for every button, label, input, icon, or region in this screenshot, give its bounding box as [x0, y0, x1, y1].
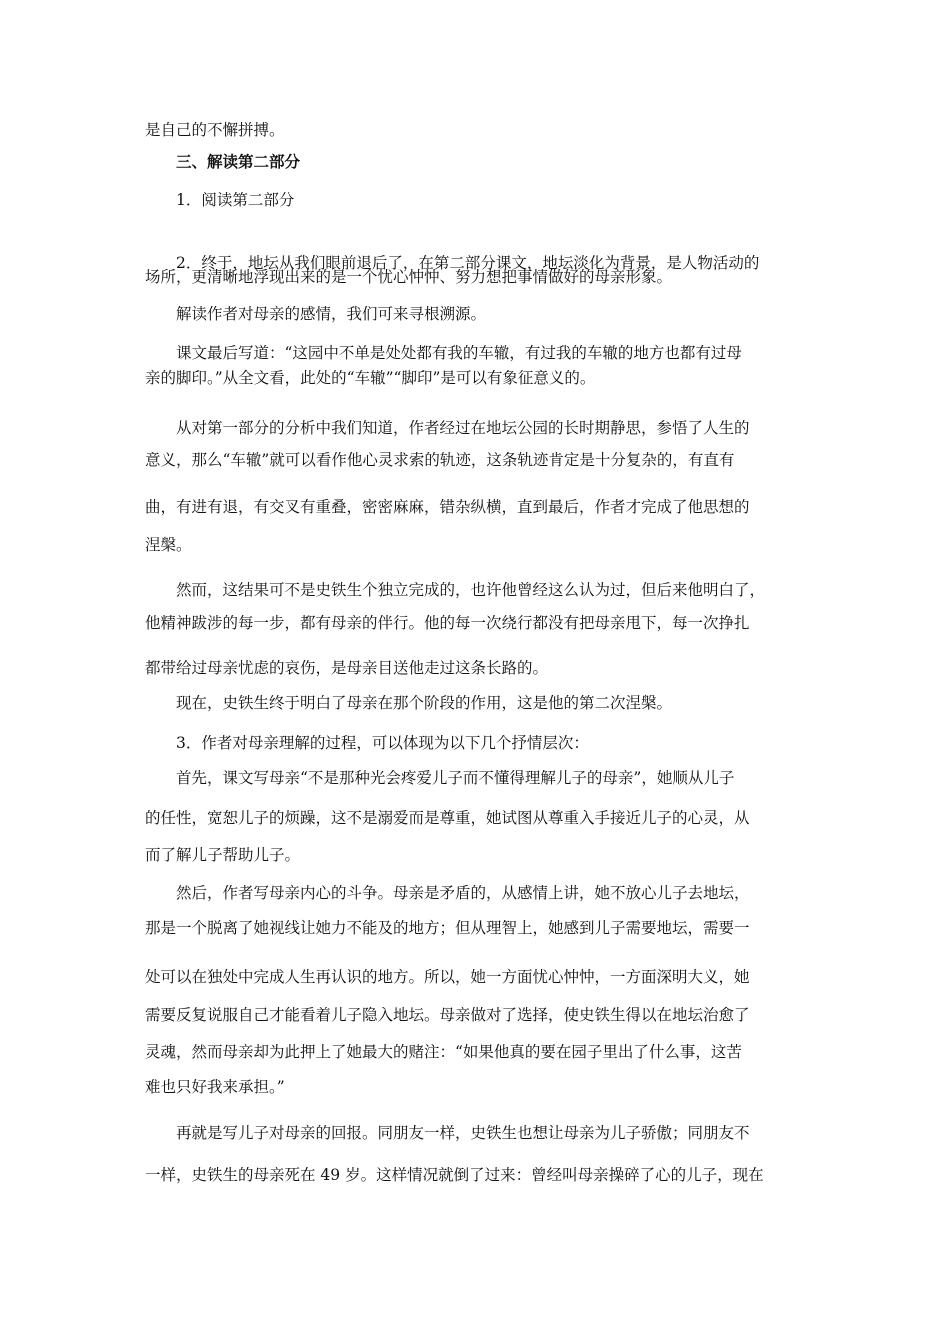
paragraph-line: 再就是写儿子对母亲的回报。同朋友一样，史铁生也想让母亲为儿子骄傲；同朋友不 — [176, 1124, 750, 1142]
paragraph-line: 是自己的不懈拼搏。 — [145, 121, 285, 139]
section-heading: 三、解读第二部分 — [176, 152, 301, 171]
paragraph-line: 他精神跋涉的每一步，都有母亲的伴行。他的每一次绕行都没有把母亲甩下，每一次挣扎 — [145, 614, 750, 632]
paragraph-line: 那是一个脱离了她视线让她力不能及的地方；但从理智上，她感到儿子需要地坛，需要一 — [145, 919, 750, 937]
paragraph-line: 解读作者对母亲的感情，我们可来寻根溯源。 — [176, 305, 487, 323]
paragraph-line: 首先，课文写母亲“不是那种光会疼爱儿子而不懂得理解儿子的母亲”，她顺从儿子 — [176, 769, 735, 787]
paragraph-line: 从对第一部分的分析中我们知道，作者经过在地坛公园的长时期静思，参悟了人生的 — [176, 419, 750, 437]
paragraph-line: 1．阅读第二部分 — [176, 191, 295, 209]
paragraph-line: 现在，史铁生终于明白了母亲在那个阶段的作用，这是他的第二次涅槃。 — [176, 694, 673, 712]
paragraph-line: 然后，作者写母亲内心的斗争。母亲是矛盾的，从感情上讲，她不放心儿子去地坛， — [176, 884, 750, 902]
paragraph-line: 意义，那么“车辙”就可以看作他心灵求索的轨迹，这条轨迹肯定是十分复杂的，有直有 — [145, 451, 735, 469]
paragraph-line: 课文最后写道：“这园中不单是处处都有我的车辙，有过我的车辙的地方也都有过母 — [176, 344, 742, 362]
paragraph-line: 一样，史铁生的母亲死在 49 岁。这样情况就倒了过来：曾经叫母亲操碎了心的儿子，现在 — [145, 1166, 764, 1184]
paragraph-line: 处可以在独处中完成人生再认识的地方。所以，她一方面忧心忡忡，一方面深明大义，她 — [145, 968, 750, 986]
paragraph-line: 而了解儿子帮助儿子。 — [145, 846, 301, 864]
paragraph-line: 然而，这结果可不是史铁生个独立完成的，也许他曾经这么认为过，但后来他明白了， — [176, 581, 766, 599]
paragraph-line: 涅槃。 — [145, 536, 192, 554]
paragraph-line: 亲的脚印。”从全文看，此处的“车辙”“脚印”是可以有象征意义的。 — [145, 369, 596, 387]
paragraph-line: 2．终于，地坛从我们眼前退后了，在第二部分课文，地坛淡化为背景，是人物活动的 — [176, 254, 760, 272]
paragraph-line: 场所，更清晰地浮现出来的是一个忧心忡忡、努力想把事情做好的母亲形象。 — [145, 268, 673, 286]
paragraph-line: 难也只好我来承担。” — [145, 1078, 285, 1096]
paragraph-line: 的任性，宽恕儿子的烦躁，这不是溺爱而是尊重，她试图从尊重入手接近儿子的心灵，从 — [145, 809, 750, 827]
paragraph-line: 3．作者对母亲理解的过程，可以体现为以下几个抒情层次： — [176, 734, 589, 752]
paragraph-line: 都带给过母亲忧虑的哀伤，是母亲目送他走过这条长路的。 — [145, 659, 549, 677]
paragraph-line: 需要反复说服自己才能看着儿子隐入地坛。母亲做对了选择，使史铁生得以在地坛治愈了 — [145, 1006, 750, 1024]
paragraph-line: 灵魂，然而母亲却为此押上了她最大的赌注：“如果他真的要在园子里出了什么事，这苦 — [145, 1043, 742, 1061]
paragraph-line: 曲，有进有退，有交叉有重叠，密密麻麻，错杂纵横，直到最后，作者才完成了他思想的 — [145, 498, 750, 516]
